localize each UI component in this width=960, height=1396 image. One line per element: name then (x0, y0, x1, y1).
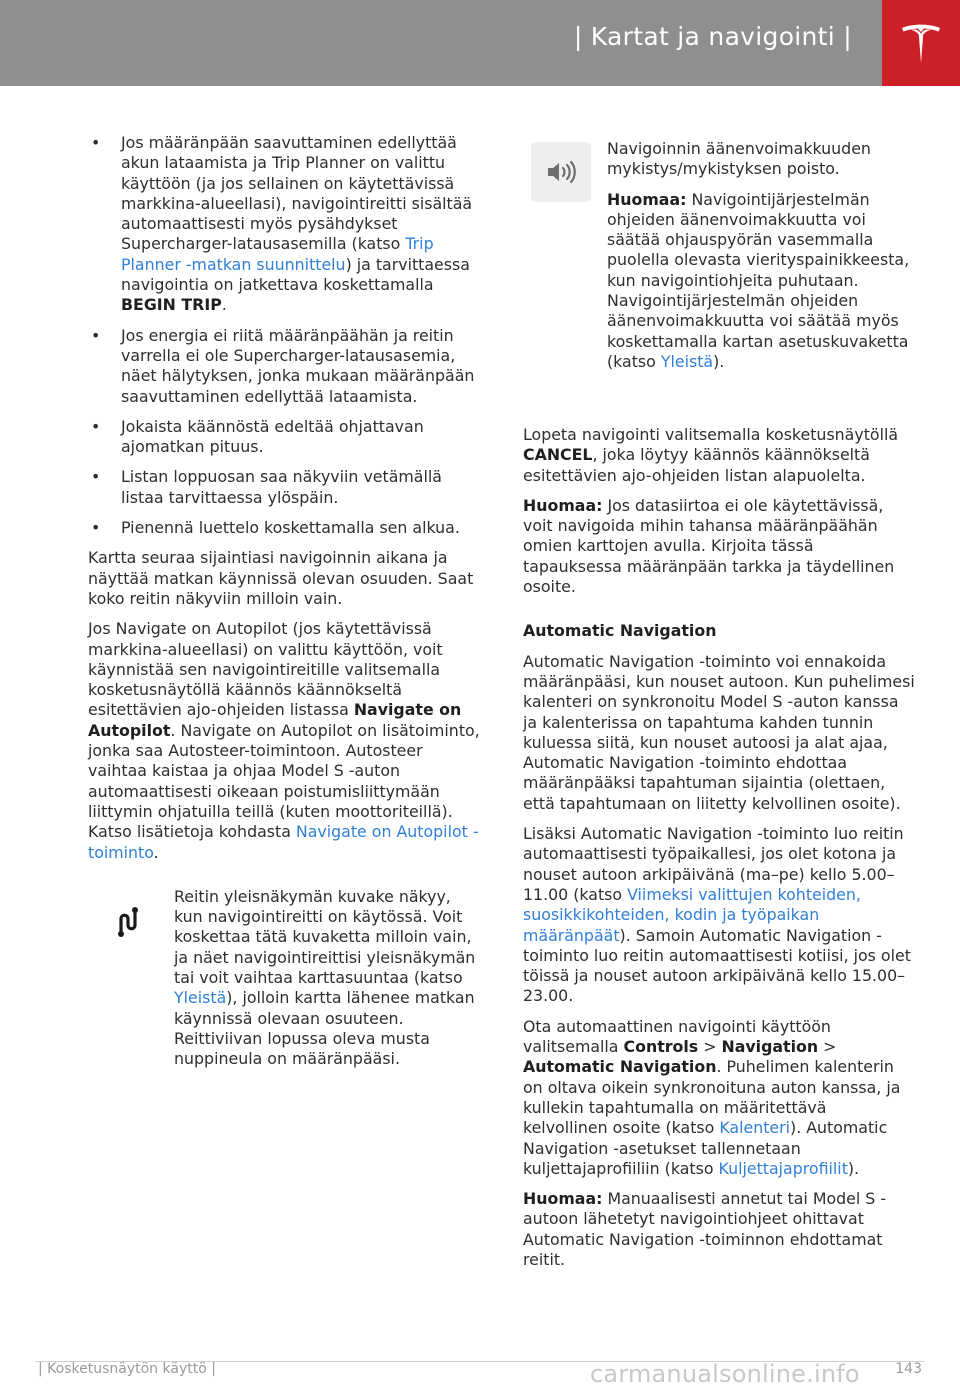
note-label: Huomaa: (523, 495, 603, 515)
paragraph-text: Lisäksi Automatic Navigation -toiminto luo reitin automaattisesti työpaikallesi, jos olet kotona ja nouset autoon arkipäivänä (ma–pe) kello 5.00–11.00 (katso (523, 824, 904, 904)
paragraph-text: ), jolloin kartta lähenee matkan käynnissä olevaan osuuteen. Reittiviivan lopussa oleva musta nuppineula on määränpääsi. (174, 988, 475, 1069)
speaker-volume-icon (545, 159, 577, 185)
automatic-navigation-heading: Automatic Navigation (523, 621, 717, 641)
navigate-on-autopilot-label: Navigate on Autopilot (88, 700, 462, 740)
bullet-marker: • (91, 467, 101, 487)
paragraph-text: Lopeta navigointi valitsemalla kosketusnäytöllä (523, 425, 899, 444)
list-item-text: ) ja tarvittaessa navigointia on jatkettava koskettamalla (121, 254, 470, 295)
list-item (88, 467, 480, 508)
stop-navigation-paragraph (523, 425, 915, 486)
bullet-marker: • (91, 133, 101, 152)
paragraph-text: . (153, 842, 159, 862)
page-header (0, 0, 960, 86)
watermark: carmanualsonline.info (590, 1360, 860, 1388)
separator: > (818, 1037, 837, 1057)
cancel-label: CANCEL (523, 445, 593, 465)
note-paragraph (523, 1189, 915, 1270)
paragraph-text: ). Samoin Automatic Navigation -toiminto luo reitin automaattisesti kotiisi, jos olet töissä ja nouset autoon arkipäivänä kello 15.00–23.00. (523, 925, 911, 1006)
route-overview-icon-cell (88, 887, 174, 939)
begin-trip-label: BEGIN TRIP (121, 295, 222, 315)
volume-block (531, 139, 921, 382)
trip-planner-link[interactable]: Trip Planner -matkan suunnittelu (121, 234, 434, 274)
navigation-label: Navigation (721, 1037, 819, 1057)
route-overview-text (174, 887, 480, 1070)
paragraph-text: Manuaalisesti annetut tai Model S -autoon lähetetyt navigointiohjeet ohittavat Automatic Navigation -toiminnon ehdottamat reitit. (523, 1189, 887, 1269)
list-item-text: Jos määränpään saavuttaminen edellyttää akun lataamista ja Trip Planner on valittu käyttöön (ja jos sellainen on käytettävissä markkina-alueellasi), navigointireitti sisältää automaattisesti myös pysähdykset Supercharger-latausasemilla (katso (121, 133, 473, 254)
footer-section-title: | Kosketusnäytön käyttö | (38, 1361, 216, 1377)
volume-text: Navigoinnin äänenvoimakkuuden mykistys/mykistyksen poisto. (607, 139, 871, 179)
paragraph-text: ). Automatic Navigation -asetukset tallennetaan kuljettajaprofiiliin (katso (523, 1118, 888, 1178)
automatic-navigation-paragraph: Automatic Navigation -toiminto voi ennakoida määränpääsi, kun nouset autoon. Kun puhelimesi kalenteri on synkronoitu Model S -auton kanssa ja kalenterissa on tapahtuma kahden tunnin kuluessa siitä, kun nouset autoosi ja alat ajaa, Automatic Navigation -toiminto ehdottaa määränpääksi tapahtuman sijaintia (olettaen, että tapahtumaan on liitetty kelvollinen osoite). (523, 651, 915, 813)
navigate-on-autopilot-paragraph (88, 619, 480, 863)
note-label: Huomaa: (523, 1189, 603, 1209)
paragraph-text: . Navigate on Autopilot on lisätoiminto, jonka saa Autosteer-toimintoon. Autosteer vaihtaa kaistaa ja ohjaa Model S -auton automaattisesti oikeaan poistumisliittymään liittymin ohjatuilla teillä (kuten moottoriteillä). Katso lisätietoja kohdasta (88, 720, 480, 842)
paragraph-text: , joka löytyy käännös käännökseltä esitettävien ajo-ohjeiden listan alapuolelta. (523, 445, 870, 485)
driver-profiles-link[interactable]: Kuljettajaprofiilit (718, 1158, 848, 1178)
route-overview-icon (116, 905, 146, 939)
calendar-link[interactable]: Kalenteri (719, 1118, 791, 1138)
tesla-logo-icon (897, 19, 945, 67)
list-item (88, 326, 480, 407)
paragraph-text: ). (847, 1158, 860, 1178)
paragraph-text: Navigointijärjestelmän ohjeiden äänenvoimakkuutta voi säätää ohjauspyörän vasemmalla puolella olevasta vierityspainikkeesta, kun navigointiohjeita puhutaan. Navigointijärjestelmän ohjeiden äänenvoimakkuutta voi säätää myös koskettamalla kartan asetuskuvaketta (katso (607, 189, 910, 371)
paragraph-text: ). (713, 351, 725, 371)
paragraph-text: Ota automaattinen navigointi käyttöön valitsemalla (523, 1016, 831, 1057)
list-item-text: Listan loppuosan saa näkyviin vetämällä listaa tarvittaessa ylöspäin. (121, 467, 442, 507)
list-item (88, 417, 480, 458)
right-column (523, 425, 915, 1280)
route-overview-block (88, 887, 480, 1080)
paragraph-text: Reitin yleisnäkymän kuvake näkyy, kun navigointireitti on käytössä. Voit koskettaa tätä kuvaketta milloin vain, ja näet navigointireittisi yleisnäkymän tai voit vaihtaa karttasuuntaa (katso (174, 886, 476, 987)
yleista-link[interactable]: Yleistä (174, 988, 227, 1008)
bullet-list (88, 133, 480, 538)
bullet-marker: • (91, 416, 101, 436)
list-item-text: Jokaista käännöstä edeltää ohjattavan ajomatkan pituus. (121, 416, 424, 457)
list-item-text: Jos energia ei riitä määränpäähän ja reitin varrella ei ole Supercharger-latausasemia, näet hälytyksen, jonka mukaan määränpään saavuttaminen edellyttää lataamista. (121, 325, 475, 406)
bullet-marker: • (91, 518, 101, 538)
note-paragraph (523, 496, 915, 597)
automatic-navigation-label: Automatic Navigation (523, 1057, 717, 1077)
list-item-text: Pienennä luettelo koskettamalla sen alkua. (121, 518, 460, 538)
recent-favorites-link[interactable]: Viimeksi valittujen kohteiden, suosikkikohteiden, kodin ja työpaikan määränpäät (523, 884, 861, 945)
page-number: 143 (895, 1361, 922, 1377)
left-column (88, 133, 480, 1079)
note-label: Huomaa: (607, 189, 687, 209)
paragraph-text: Jos Navigate on Autopilot (jos käytettävissä markkina-alueellasi) on valittu käyttöön, voit käynnistää sen navigointireitille valitsemalla kosketusnäytöllä käännös käännökseltä esitettävien ajo-ohjeiden listassa (88, 619, 443, 720)
automatic-navigation-paragraph (523, 1017, 915, 1179)
paragraph-text: . Puhelimen kalenterin on oltava oikein synkronoituna auton kanssa, ja kullekin tapahtumalla on määritettävä kelvollinen osoite (katso (523, 1057, 901, 1138)
list-item (88, 133, 480, 316)
volume-note (607, 190, 921, 373)
paragraph-text: Jos datasiirtoa ei ole käytettävissä, voit navigoida mihin tahansa määränpäähän omien karttojen avulla. Kirjoita tässä tapauksessa määränpään tarkka ja täydellinen osoite. (523, 495, 895, 597)
list-item-text: . (221, 295, 227, 315)
controls-label: Controls (623, 1037, 699, 1057)
list-item (88, 518, 480, 538)
separator: > (698, 1037, 722, 1057)
volume-button[interactable] (531, 142, 591, 202)
map-follow-paragraph: Kartta seuraa sijaintiasi navigoinnin aikana ja näyttää matkan käynnissä olevan osuuden. Saat koko reitin näkyviin milloin vain. (88, 548, 474, 608)
yleista-link[interactable]: Yleistä (660, 351, 714, 371)
bullet-marker: • (91, 325, 101, 345)
tesla-logo (882, 0, 960, 86)
section-title: | Kartat ja navigointi | (573, 22, 852, 51)
automatic-navigation-paragraph (523, 824, 915, 1007)
navigate-on-autopilot-link[interactable]: Navigate on Autopilot -toiminto (88, 822, 479, 862)
volume-description (607, 139, 921, 382)
